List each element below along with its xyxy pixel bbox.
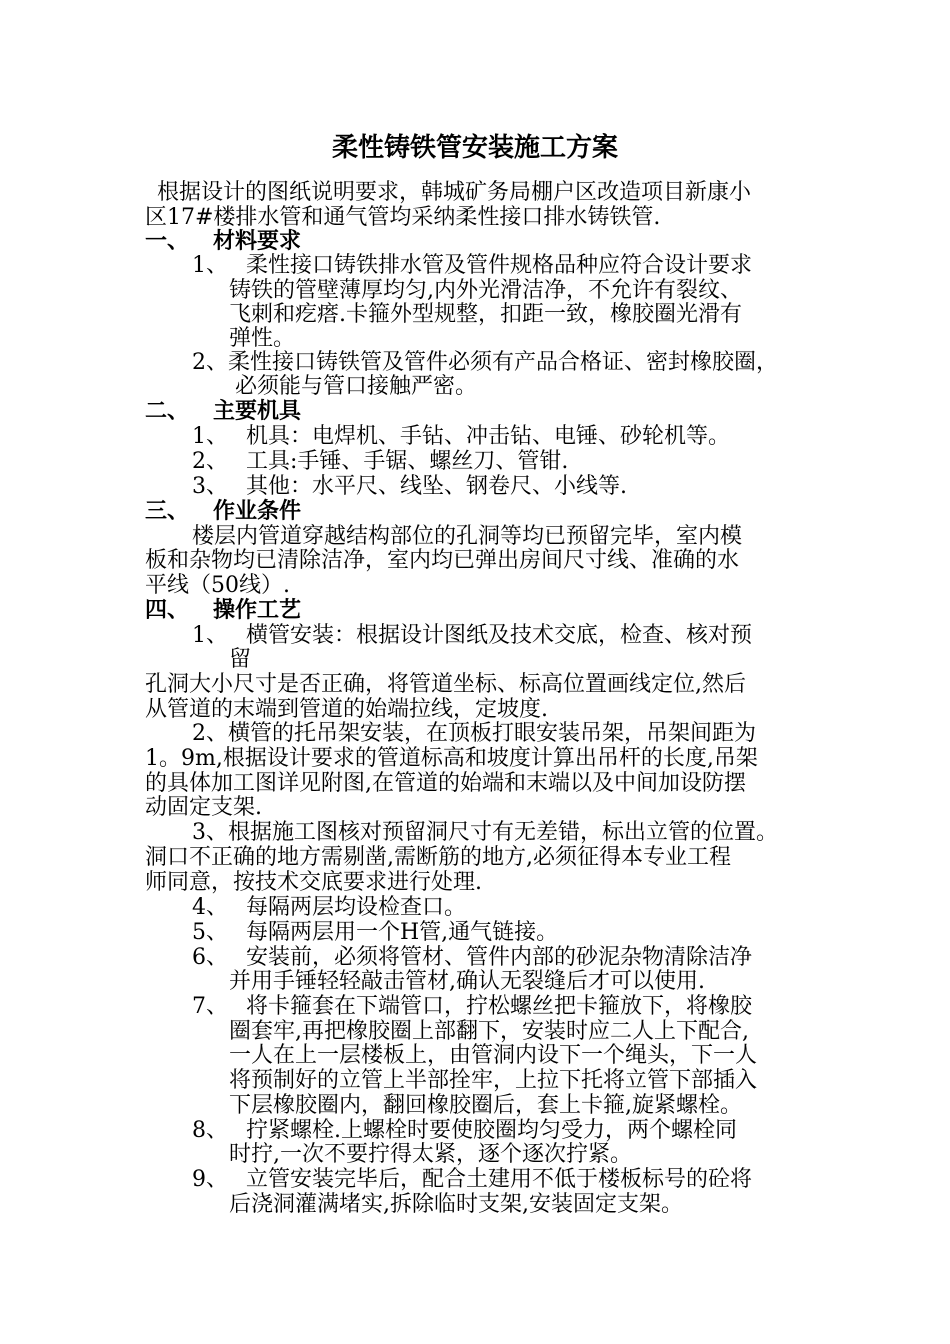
paragraph-line: 孔洞大小尺寸是否正确，将管道坐标、标高位置画线定位,然后 [145,672,746,697]
list-item: 8、 拧紧螺栓.上螺栓时要使胶圈均匀受力，两个螺栓同 [192,1118,737,1143]
list-item: 5、 每隔两层用一个H管,通气链接。 [192,920,559,945]
list-item: 2、柔性接口铸铁管及管件必须有产品合格证、密封橡胶圈， [192,350,779,375]
paragraph-line: 平线（50线）. [145,573,290,598]
list-item-cont: 后浇洞灌满堵实,拆除临时支架,安装固定支架。 [229,1192,683,1217]
section-heading-1 [145,229,545,255]
paragraph-line: 3、根据施工图核对预留洞尺寸有无差错，标出立管的位置。 [192,820,778,845]
list-item: 4、 每隔两层均设检查口。 [192,895,467,920]
section-number: 四、 [145,598,190,623]
section-heading-2 [145,399,545,425]
paragraph-line: 2、横管的托吊架安装，在顶板打眼安装吊架，吊架间距为 [192,721,756,746]
list-item: 1、 机具：电焊机、手钻、冲击钻、电锤、砂轮机等。 [192,424,731,449]
list-item: 6、 安装前，必须将管材、管件内部的砂泥杂物清除洁净 [192,945,753,970]
section-title: 主要机具 [213,399,302,424]
section-number: 二、 [145,399,190,424]
section-title: 操作工艺 [213,598,302,623]
section-number: 三、 [145,499,190,524]
list-item-cont: 时拧,一次不要拧得太紧，逐个逐次拧紧。 [229,1142,632,1167]
list-item-cont: 必须能与管口接触严密。 [235,374,478,399]
section-heading-3 [145,499,545,525]
list-item: 1、 横管安装：根据设计图纸及技术交底，检查、核对预 [192,623,753,648]
document-title: 柔性铸铁管安装施工方案 [331,133,618,163]
list-item-cont: 下层橡胶圈内，翻回橡胶圈后，套上卡箍,旋紧螺栓。 [229,1093,742,1118]
list-item: 1、 柔性接口铸铁排水管及管件规格品种应符合设计要求 [192,253,753,278]
paragraph-line: 板和杂物均已清除洁净，室内均已弹出房间尺寸线、准确的水 [145,548,740,573]
paragraph-line: 洞口不正确的地方需剔凿,需断筋的地方,必须征得本专业工程 [145,845,731,870]
list-item: 2、 工具:手锤、手锯、螺丝刀、管钳. [192,449,569,474]
list-item-cont: 并用手锤轻轻敲击管材,确认无裂缝后才可以使用. [229,969,705,994]
list-item-cont: 将预制好的立管上半部拴牢，上拉下托将立管下部插入 [229,1068,758,1093]
paragraph-line: 从管道的末端到管道的始端拉线，定坡度. [145,697,548,722]
section-title: 作业条件 [213,499,302,524]
section-heading-4 [145,598,545,624]
intro-line-1: 根据设计的图纸说明要求，韩城矿务局棚户区改造项目新康小 [157,180,752,205]
list-item-cont: 圈套牢,再把橡胶圈上部翻下，安装时应二人上下配合, [229,1019,749,1044]
list-item-cont: 一人在上一层楼板上，由管洞内设下一个绳头，下一人 [229,1043,758,1068]
section-number: 一、 [145,229,190,254]
list-item: 7、 将卡箍套在下端管口，拧松螺丝把卡箍放下，将橡胶 [192,994,753,1019]
intro-line-2: 区17#楼排水管和通气管均采纳柔性接口排水铸铁管. [145,205,661,230]
paragraph-line: 1。9m,根据设计要求的管道标高和坡度计算出吊杆的长度,吊架 [145,746,758,771]
list-item-cont: 弹性。 [229,326,296,351]
paragraph-line: 师同意，按技术交底要求进行处理. [145,870,482,895]
paragraph-line: 楼层内管道穿越结构部位的孔洞等均已预留完毕，室内模 [192,524,743,549]
section-title: 材料要求 [213,229,302,254]
list-item-cont: 铸铁的管壁薄厚均匀,内外光滑洁净，不允许有裂纹、 [229,278,742,303]
list-item-cont: 留 [229,647,252,672]
paragraph-line: 的具体加工图详见附图,在管道的始端和末端以及中间加设防摆 [145,771,746,796]
paragraph-line: 动固定支架. [145,795,262,820]
list-item-cont: 飞刺和疙瘩.卡箍外型规整，扣距一致，橡胶圈光滑有 [229,302,742,327]
list-item: 3、 其他：水平尺、线坠、钢卷尺、小线等. [192,474,627,499]
list-item: 9、 立管安装完毕后，配合土建用不低于楼板标号的砼将 [192,1167,753,1192]
